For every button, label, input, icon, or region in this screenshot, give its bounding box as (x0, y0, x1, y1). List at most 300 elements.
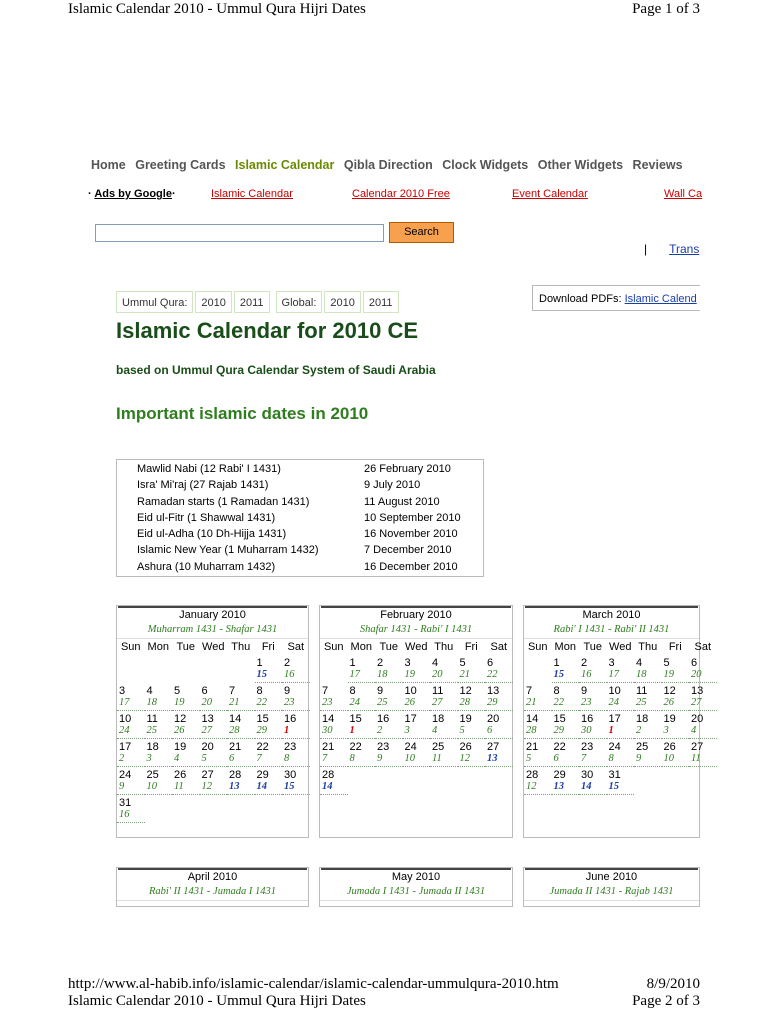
week-row (117, 795, 308, 823)
main-nav (91, 158, 689, 172)
hijri-day: 3 (663, 725, 669, 736)
day-cell (579, 739, 607, 767)
ummul-year-2011[interactable]: 2011 (234, 291, 270, 313)
gregorian-day: 22 (553, 741, 566, 753)
weekday-label: Fri (668, 641, 682, 653)
gregorian-day: 2 (284, 657, 291, 669)
gregorian-day: 11 (146, 713, 158, 725)
search-input[interactable] (95, 224, 384, 242)
day-cell (145, 683, 173, 711)
nav-islamic-calendar[interactable]: Islamic Calendar (235, 158, 335, 172)
gregorian-day: 28 (526, 769, 539, 781)
gregorian-day: 19 (459, 713, 472, 725)
empty-day (430, 767, 458, 795)
ad-link-calendar-2010-free[interactable]: Calendar 2010 Free (352, 188, 450, 200)
hijri-day: 20 (201, 697, 212, 708)
weekday-label: Thu (638, 641, 658, 653)
hijri-day: 8 (284, 753, 290, 764)
week-row (117, 683, 308, 711)
month-calendar (319, 867, 513, 907)
day-cell (689, 655, 717, 683)
event-name: Ashura (10 Muharram 1432) (137, 560, 276, 573)
hijri-day: 3 (146, 753, 152, 764)
hijri-day: 6 (229, 753, 235, 764)
hijri-day: 9 (119, 781, 125, 792)
year-selector (116, 291, 401, 313)
hijri-day: 9 (377, 753, 383, 764)
weekday-label: Fri (261, 641, 275, 653)
day-cell (320, 767, 348, 795)
gregorian-day: 19 (174, 741, 187, 753)
hijri-day: 13 (487, 753, 498, 764)
important-date-row (117, 477, 483, 493)
gregorian-day: 31 (119, 797, 132, 809)
nav-greeting-cards[interactable]: Greeting Cards (135, 158, 226, 172)
gregorian-day: 8 (553, 685, 560, 697)
hijri-day: 16 (581, 669, 592, 680)
print-header-title: Islamic Calendar 2010 - Ummul Qura Hijri Dates (68, 1, 366, 17)
hijri-day: 24 (349, 697, 360, 708)
hijri-day: 4 (174, 753, 180, 764)
hijri-day: 29 (487, 697, 498, 708)
hijri-day: 7 (322, 753, 328, 764)
gregorian-day: 1 (256, 657, 263, 669)
event-date: 9 July 2010 (364, 479, 421, 492)
empty-day (348, 767, 376, 795)
day-cell (320, 683, 348, 711)
day-cell (430, 683, 458, 711)
day-cell (524, 711, 552, 739)
empty-day (282, 795, 310, 823)
ads-by-google-label[interactable]: · Ads by Google· (88, 188, 176, 200)
gregorian-day: 26 (459, 741, 472, 753)
hijri-day: 8 (349, 753, 355, 764)
day-cell (662, 655, 690, 683)
hijri-day: 1 (349, 725, 355, 736)
day-cell (200, 683, 228, 711)
important-date-row (117, 494, 483, 510)
hijri-day: 18 (636, 669, 647, 680)
day-cell (579, 711, 607, 739)
week-row (320, 711, 512, 739)
hijri-day: 12 (201, 781, 212, 792)
nav-reviews[interactable]: Reviews (632, 158, 683, 172)
day-cell (282, 655, 310, 683)
ummul-year-2010[interactable]: 2010 (195, 291, 231, 313)
gregorian-day: 20 (487, 713, 500, 725)
day-cell (607, 767, 635, 795)
gregorian-day: 7 (229, 685, 236, 697)
weekday-label: Wed (405, 641, 428, 653)
global-year-2011[interactable]: 2011 (363, 291, 399, 313)
empty-day (320, 655, 348, 683)
hijri-range: Jumada II 1431 - Rajab 1431 (524, 884, 699, 901)
gregorian-day: 23 (377, 741, 390, 753)
day-cell (524, 767, 552, 795)
gregorian-day: 16 (284, 713, 297, 725)
gregorian-day: 3 (119, 685, 126, 697)
gregorian-day: 7 (526, 685, 533, 697)
weekday-label: Thu (434, 641, 454, 653)
gregorian-day: 30 (581, 769, 594, 781)
gregorian-day: 27 (201, 769, 214, 781)
gregorian-day: 14 (322, 713, 335, 725)
hijri-day: 11 (691, 753, 701, 764)
gregorian-day: 15 (349, 713, 362, 725)
day-cell (282, 767, 310, 795)
hijri-day: 4 (432, 725, 438, 736)
day-cell (145, 739, 173, 767)
gregorian-day: 9 (581, 685, 588, 697)
hijri-day: 3 (404, 725, 410, 736)
hijri-day: 16 (284, 669, 295, 680)
gregorian-day: 16 (377, 713, 390, 725)
day-cell (145, 767, 173, 795)
hijri-day: 25 (146, 725, 157, 736)
event-name: Eid ul-Fitr (1 Shawwal 1431) (137, 511, 276, 524)
weekday-label: Tue (583, 641, 603, 653)
day-cell (172, 683, 200, 711)
day-cell (227, 683, 255, 711)
gregorian-day: 20 (691, 713, 704, 725)
gregorian-day: 24 (608, 741, 621, 753)
hijri-day: 15 (256, 669, 267, 680)
day-cell (117, 767, 145, 795)
empty-day (403, 767, 431, 795)
week-row (524, 739, 704, 767)
week-row (320, 655, 512, 683)
nav-clock-widgets[interactable]: Clock Widgets (442, 158, 529, 172)
gregorian-day: 19 (663, 713, 676, 725)
hijri-day: 25 (636, 697, 647, 708)
day-cell (662, 711, 690, 739)
ad-link-event-calendar[interactable]: Event Calendar (512, 188, 588, 200)
event-date: 16 November 2010 (364, 528, 458, 541)
gregorian-day: 25 (146, 769, 159, 781)
search-button[interactable]: Search (389, 222, 454, 243)
day-cell (607, 711, 635, 739)
download-pdf-link[interactable]: Islamic Calend (624, 293, 697, 305)
weekday-label: Wed (202, 641, 225, 653)
hijri-range: Rabi' I 1431 - Rabi' II 1431 (524, 622, 699, 639)
hijri-day: 21 (526, 697, 537, 708)
event-date: 7 December 2010 (364, 544, 452, 557)
hijri-day: 17 (608, 669, 619, 680)
global-label: Global: (276, 291, 323, 313)
important-date-row (117, 510, 483, 526)
hijri-range: Jumada I 1431 - Jumada II 1431 (320, 884, 512, 901)
hijri-day: 11 (432, 753, 442, 764)
gregorian-day: 26 (174, 769, 187, 781)
gregorian-day: 14 (229, 713, 242, 725)
hijri-day: 27 (201, 725, 212, 736)
download-pdfs-box (532, 285, 700, 311)
day-cell (403, 683, 431, 711)
day-cell (117, 795, 145, 823)
hijri-day: 2 (636, 725, 642, 736)
day-cell (458, 655, 486, 683)
day-cell (552, 711, 580, 739)
hijri-day: 21 (229, 697, 240, 708)
hijri-day: 26 (174, 725, 185, 736)
day-cell (282, 683, 310, 711)
day-cell (255, 655, 283, 683)
hijri-day: 12 (526, 781, 537, 792)
ad-link-islamic-calendar[interactable]: Islamic Calendar (211, 188, 293, 200)
hijri-day: 22 (487, 669, 498, 680)
weekday-label: Tue (379, 641, 399, 653)
hijri-day: 12 (459, 753, 470, 764)
ad-link-wall-calendar[interactable]: Wall Ca (664, 188, 703, 200)
day-cell (255, 767, 283, 795)
day-cell (375, 711, 403, 739)
gregorian-day: 23 (284, 741, 297, 753)
week-row (117, 739, 308, 767)
empty-day (458, 767, 486, 795)
global-year-2010[interactable]: 2010 (324, 291, 360, 313)
gregorian-day: 2 (377, 657, 384, 669)
gregorian-day: 5 (459, 657, 466, 669)
gregorian-day: 4 (146, 685, 153, 697)
hijri-day: 23 (581, 697, 592, 708)
gregorian-day: 5 (174, 685, 181, 697)
day-cell (200, 739, 228, 767)
month-title: February 2010 (321, 606, 511, 622)
hijri-day: 25 (377, 697, 388, 708)
gregorian-day: 21 (229, 741, 242, 753)
empty-day (145, 655, 173, 683)
gregorian-day: 27 (691, 741, 704, 753)
hijri-day: 5 (526, 753, 532, 764)
hijri-day: 17 (119, 697, 130, 708)
week-row (320, 683, 512, 711)
weekday-label: Mon (350, 641, 372, 653)
week-row (117, 655, 308, 683)
nav-qibla-direction[interactable]: Qibla Direction (343, 158, 433, 172)
weekday-label: Sun (527, 641, 548, 653)
hijri-day: 15 (284, 781, 295, 792)
hijri-day: 20 (432, 669, 443, 680)
week-row (524, 711, 704, 739)
weekday-label: Sat (694, 641, 711, 653)
weekday-header (117, 639, 308, 655)
day-cell (607, 655, 635, 683)
event-name: Islamic New Year (1 Muharram 1432) (137, 544, 319, 557)
day-cell (255, 739, 283, 767)
week-row (524, 655, 702, 683)
hijri-day: 15 (553, 669, 564, 680)
event-date: 16 December 2010 (364, 560, 458, 573)
empty-day (172, 795, 200, 823)
day-cell (348, 683, 376, 711)
weekday-label: Sat (287, 641, 304, 653)
gregorian-day: 31 (608, 769, 621, 781)
day-cell (579, 655, 607, 683)
day-cell (689, 683, 717, 711)
hijri-range: Shafar 1431 - Rabi' I 1431 (320, 622, 512, 639)
gregorian-day: 18 (146, 741, 159, 753)
hijri-day: 21 (459, 669, 470, 680)
day-cell (403, 739, 431, 767)
hijri-day: 5 (459, 725, 465, 736)
gregorian-day: 6 (487, 657, 494, 669)
day-cell (458, 739, 486, 767)
day-cell (375, 683, 403, 711)
gregorian-day: 13 (201, 713, 214, 725)
download-pdfs-label: Download PDFs: (539, 293, 622, 305)
day-cell (403, 655, 431, 683)
month-title: June 2010 (525, 868, 698, 884)
weekday-label: Mon (147, 641, 169, 653)
gregorian-day: 10 (608, 685, 621, 697)
empty-day (662, 767, 690, 795)
gregorian-day: 22 (256, 741, 269, 753)
hijri-day: 18 (146, 697, 157, 708)
weekday-label: Wed (609, 641, 632, 653)
hijri-day: 28 (526, 725, 537, 736)
gregorian-day: 27 (487, 741, 500, 753)
gregorian-day: 7 (322, 685, 329, 697)
event-date: 26 February 2010 (364, 463, 451, 475)
gregorian-day: 12 (459, 685, 472, 697)
gregorian-day: 25 (636, 741, 649, 753)
gregorian-day: 13 (487, 685, 500, 697)
event-name: Ramadan starts (1 Ramadan 1431) (137, 495, 310, 508)
month-calendar (523, 605, 711, 838)
hijri-day: 2 (119, 753, 125, 764)
day-cell (348, 739, 376, 767)
gregorian-day: 14 (526, 713, 539, 725)
day-cell (320, 739, 348, 767)
day-cell (255, 683, 283, 711)
weekday-label: Sat (490, 641, 507, 653)
day-cell (579, 683, 607, 711)
day-cell (227, 739, 255, 767)
day-cell (689, 739, 717, 767)
day-cell (348, 711, 376, 739)
hijri-day: 27 (432, 697, 443, 708)
gregorian-day: 23 (581, 741, 594, 753)
day-cell (430, 655, 458, 683)
empty-day (117, 655, 145, 683)
week-row (524, 767, 699, 795)
translate-separator: | (644, 242, 648, 256)
weekday-label: Thu (231, 641, 251, 653)
gregorian-day: 24 (119, 769, 132, 781)
translate-link[interactable]: Trans (669, 242, 700, 256)
print-footer-title: Islamic Calendar 2010 - Ummul Qura Hijri Dates (68, 993, 366, 1009)
day-cell (458, 711, 486, 739)
empty-day (145, 795, 173, 823)
day-cell (200, 711, 228, 739)
hijri-day: 29 (553, 725, 564, 736)
empty-day (227, 795, 255, 823)
hijri-day: 14 (256, 781, 267, 792)
gregorian-day: 28 (322, 769, 335, 781)
day-cell (524, 739, 552, 767)
day-cell (348, 655, 376, 683)
day-cell (552, 655, 580, 683)
day-cell (282, 739, 310, 767)
gregorian-day: 26 (663, 741, 676, 753)
hijri-range: Rabi' II 1431 - Jumada I 1431 (117, 884, 308, 901)
month-calendar (319, 605, 513, 838)
weekday-label: Mon (554, 641, 576, 653)
empty-day (634, 767, 662, 795)
hijri-day: 1 (284, 725, 290, 736)
day-cell (282, 711, 310, 739)
gregorian-day: 25 (432, 741, 445, 753)
day-cell (689, 711, 717, 739)
important-date-row (117, 461, 483, 477)
hijri-day: 9 (636, 753, 642, 764)
event-name: Eid ul-Adha (10 Dh-Hijja 1431) (137, 528, 287, 541)
week-row (320, 739, 512, 767)
gregorian-day: 9 (377, 685, 384, 697)
gregorian-day: 8 (349, 685, 356, 697)
page-subtitle: based on Ummul Qura Calendar System of Saudi Arabia (116, 363, 436, 377)
gregorian-day: 8 (256, 685, 263, 697)
page-title: Islamic Calendar for 2010 CE (116, 318, 419, 343)
event-name: Mawlid Nabi (12 Rabi' I 1431) (137, 463, 281, 475)
important-dates-table (116, 459, 484, 577)
nav-home[interactable]: Home (91, 158, 126, 172)
gregorian-day: 30 (284, 769, 297, 781)
hijri-day: 7 (256, 753, 262, 764)
gregorian-day: 4 (636, 657, 643, 669)
day-cell (200, 767, 228, 795)
important-date-row (117, 559, 483, 575)
gregorian-day: 1 (553, 657, 560, 669)
day-cell (430, 739, 458, 767)
gregorian-day: 16 (581, 713, 594, 725)
hijri-day: 22 (256, 697, 267, 708)
hijri-day: 10 (146, 781, 157, 792)
day-cell (227, 767, 255, 795)
event-date: 10 September 2010 (364, 511, 461, 524)
nav-other-widgets[interactable]: Other Widgets (537, 158, 624, 172)
month-calendar (116, 605, 309, 838)
hijri-day: 24 (608, 697, 619, 708)
day-cell (552, 767, 580, 795)
week-row (524, 683, 704, 711)
important-date-row (117, 542, 483, 558)
day-cell (172, 767, 200, 795)
day-cell (117, 683, 145, 711)
day-cell (607, 739, 635, 767)
weekday-label: Tue (176, 641, 196, 653)
day-cell (485, 655, 513, 683)
hijri-day: 26 (404, 697, 415, 708)
month-title: January 2010 (118, 606, 307, 622)
day-cell (117, 739, 145, 767)
gregorian-day: 12 (663, 685, 676, 697)
hijri-day: 27 (691, 697, 702, 708)
day-cell (255, 711, 283, 739)
hijri-day: 4 (691, 725, 697, 736)
gregorian-day: 3 (404, 657, 411, 669)
day-cell (485, 711, 513, 739)
gregorian-day: 21 (526, 741, 539, 753)
month-calendar (523, 867, 700, 907)
day-cell (485, 739, 513, 767)
hijri-range: Muharram 1431 - Shafar 1431 (117, 622, 308, 639)
hijri-day: 20 (691, 669, 702, 680)
print-footer-date: 8/9/2010 (646, 976, 700, 992)
day-cell (375, 739, 403, 767)
empty-day (375, 767, 403, 795)
empty-day (255, 795, 283, 823)
